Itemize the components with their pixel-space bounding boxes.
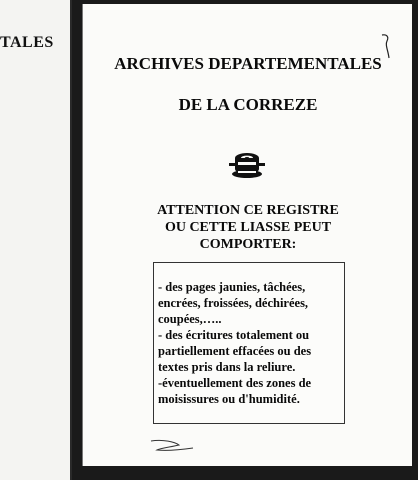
pencil-scribble (149, 436, 199, 456)
document-page (82, 4, 412, 474)
notice-line: moisissures ou d'humidité. (158, 392, 300, 406)
warning-heading (83, 202, 413, 253)
notice-line: encrées, froissées, déchirées, (158, 296, 309, 310)
margin-pencil-mark (379, 32, 395, 62)
left-page-title-fragment: TALES (0, 34, 54, 51)
page-bottom-edge (82, 466, 418, 480)
left-page (0, 0, 72, 480)
warning-line: ATTENTION CE REGISTRE (157, 203, 339, 218)
film-spool-icon (227, 150, 267, 180)
warning-line: COMPORTER: (199, 237, 297, 252)
warning-line: OU CETTE LIASSE PEUT (164, 220, 332, 235)
notice-line: coupées,….. (158, 312, 222, 326)
archive-title: ARCHIVES DEPARTEMENTALES (114, 54, 382, 73)
notice-line: textes pris dans la reliure. (158, 360, 296, 374)
archive-subtitle: DE LA CORREZE (178, 95, 318, 114)
notice-line: - des écritures totalement ou (158, 328, 310, 342)
notice-line: -éventuellement des zones de (158, 376, 312, 390)
notice-line: partiellement effacées ou des (158, 344, 312, 358)
notice-line: - des pages jaunies, tâchées, (158, 280, 306, 294)
notice-box (153, 262, 345, 424)
